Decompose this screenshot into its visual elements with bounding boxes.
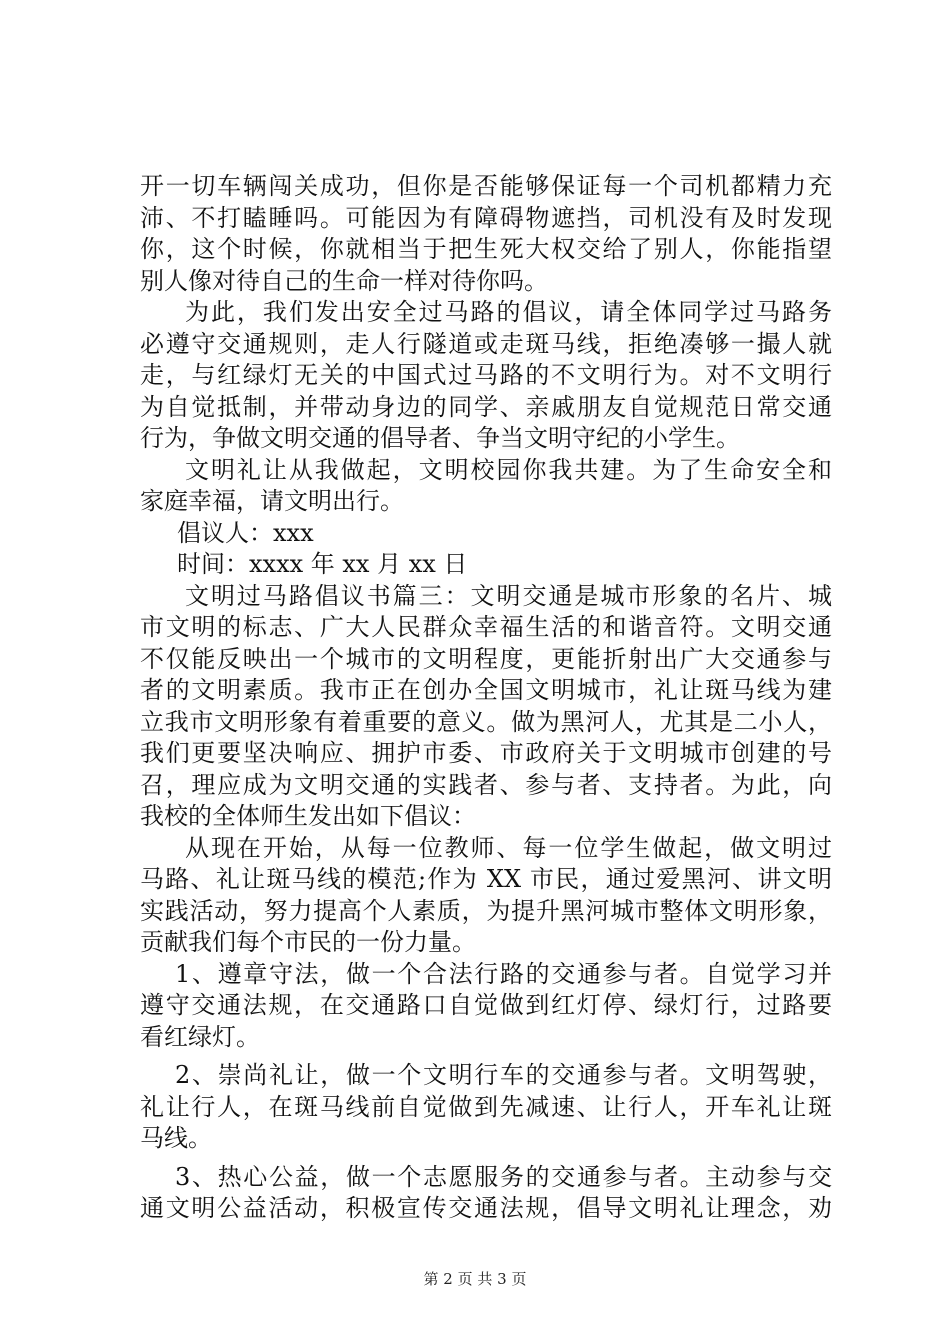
text-line: 马路、礼让斑马线的模范;作为 XX 市民，通过爱黑河、讲文明 bbox=[140, 865, 832, 893]
text-line: 立我市文明形象有着重要的意义。做为黑河人，尤其是二小人， bbox=[140, 707, 832, 736]
text-line: 走，与红绿灯无关的中国式过马路的不文明行为。对不文明行 bbox=[140, 361, 832, 389]
text-line: 遵守交通法规，在交通路口自觉做到红灯停、绿灯行，过路要 bbox=[140, 991, 832, 1019]
page-number-footer: 第 2 页 共 3 页 bbox=[423, 1270, 527, 1288]
text-line: 看红绿灯。 bbox=[140, 1022, 260, 1051]
list-item-first-line: 1、遵章守法，做一个合法行路的交通参与者。自觉学习并 bbox=[175, 959, 832, 988]
text-line: 通文明公益活动，积极宣传交通法规，倡导文明礼让理念，劝 bbox=[140, 1194, 832, 1222]
text-line: 开一切车辆闯关成功，但你是否能够保证每一个司机都精力充 bbox=[140, 172, 832, 200]
text-line: 礼让行人，在斑马线前自觉做到先减速、让行人，开车礼让斑 bbox=[140, 1092, 832, 1121]
text-line: 贡献我们每个市民的一份力量。 bbox=[140, 928, 476, 956]
paragraph-first-line: 文明过马路倡议书篇三：文明交通是城市形象的名片、城 bbox=[185, 581, 832, 610]
text-line: 你，这个时候，你就相当于把生死大权交给了别人，你能指望 bbox=[140, 235, 832, 263]
text-line: 行为，争做文明交通的倡导者、争当文明守纪的小学生。 bbox=[140, 424, 740, 452]
text-line: 必遵守交通规则，走人行隧道或走斑马线，拒绝凑够一撮人就 bbox=[140, 329, 832, 358]
date-line: 时间：xxxx 年 xx 月 xx 日 bbox=[177, 550, 468, 578]
text-line: 实践活动，努力提高个人素质，为提升黑河城市整体文明形象， bbox=[140, 896, 832, 925]
text-line: 者的文明素质。我市正在创办全国文明城市，礼让斑马线为建 bbox=[140, 676, 832, 704]
text-line: 为自觉抵制，并带动身边的同学、亲戚朋友自觉规范日常交通 bbox=[140, 392, 832, 421]
initiator-line: 倡议人：xxx bbox=[177, 518, 314, 547]
list-item-first-line: 2、崇尚礼让，做一个文明行车的交通参与者。文明驾驶， bbox=[175, 1061, 832, 1089]
paragraph-first-line: 为此，我们发出安全过马路的倡议，请全体同学过马路务 bbox=[185, 298, 832, 326]
text-line: 召，理应成为文明交通的实践者、参与者、支持者。为此，向 bbox=[140, 770, 832, 799]
text-line: 别人像对待自己的生命一样对待你吗。 bbox=[140, 266, 548, 295]
document-body bbox=[140, 171, 832, 1225]
text-line: 家庭幸福，请文明出行。 bbox=[140, 487, 404, 515]
paragraph-first-line: 从现在开始，从每一位教师、每一位学生做起，做文明过 bbox=[185, 833, 832, 862]
text-line: 市文明的标志、广大人民群众幸福生活的和谐音符。文明交通 bbox=[140, 613, 832, 641]
list-item-first-line: 3、热心公益，做一个志愿服务的交通参与者。主动参与交 bbox=[175, 1162, 832, 1191]
text-line: 我校的全体师生发出如下倡议： bbox=[140, 802, 476, 830]
paragraph-first-line: 文明礼让从我做起，文明校园你我共建。为了生命安全和 bbox=[185, 455, 832, 484]
text-line: 沛、不打瞌睡吗。可能因为有障碍物遮挡，司机没有及时发现 bbox=[140, 203, 832, 232]
text-line: 不仅能反映出一个城市的文明程度，更能折射出广大交通参与 bbox=[140, 644, 832, 673]
text-line: 马线。 bbox=[140, 1124, 212, 1152]
text-line: 我们更要坚决响应、拥护市委、市政府关于文明城市创建的号 bbox=[140, 739, 832, 767]
